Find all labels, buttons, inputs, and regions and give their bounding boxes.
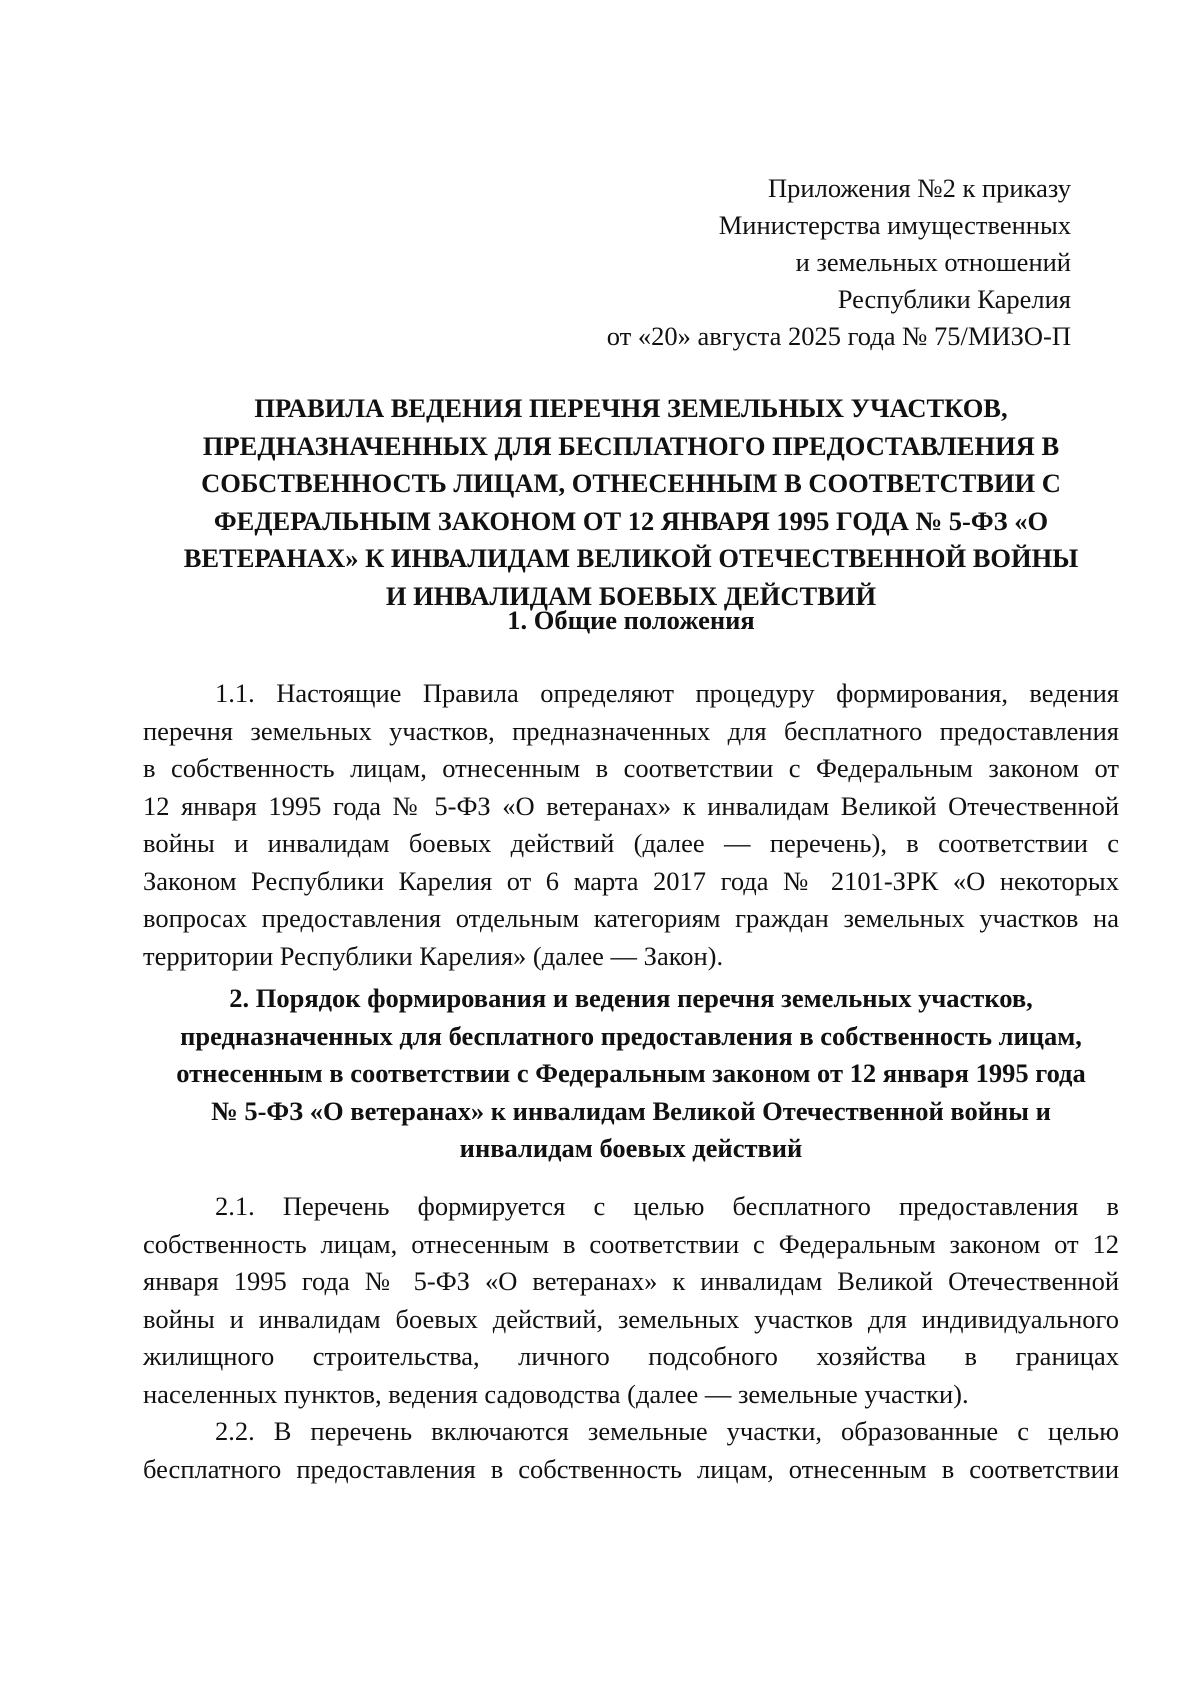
paragraph-line: населенных пунктов, ведения садоводства (далее — земельные участки).	[143, 1378, 969, 1409]
paragraph-line: 1.1. Настоящие Правила определяют процедуру формирования, ведения	[215, 678, 1119, 708]
title-line: ВЕТЕРАНАХ» К ИНВАЛИДАМ ВЕЛИКОЙ ОТЕЧЕСТВЕННОЙ ВОЙНЫ	[183, 543, 1079, 573]
paragraph-line: в собственность лицам, отнесенным в соответствии с Федеральным законом от	[143, 753, 1119, 783]
paragraph-line: 12 января 1995 года № 5-ФЗ «О ветеранах» к инвалидам Великой Отечественной	[143, 790, 1119, 821]
title-line: И ИНВАЛИДАМ БОЕВЫХ ДЕЙСТВИЙ	[385, 580, 877, 611]
paragraph-line: войны и инвалидам боевых действий (далее — перечень), в соответствии с	[143, 828, 1119, 858]
section-heading-line: отнесенным в соответствии с Федеральным законом от 12 января 1995 года	[176, 1058, 1086, 1088]
annex-line: Приложения №2 к приказу	[768, 173, 1071, 203]
annex-line: Министерства имущественных	[718, 210, 1071, 240]
paragraph-line: вопросах предоставления отдельным категориям граждан земельных участков на	[143, 903, 1119, 933]
section-2-heading	[143, 980, 1119, 1168]
paragraph-line: бесплатного предоставления в собственность лицам, отнесенным в соответствии	[143, 1453, 1119, 1484]
title-line: СОБСТВЕННОСТЬ ЛИЦАМ, ОТНЕСЕННЫМ В СООТВЕТСТВИИ С	[201, 468, 1061, 498]
section-heading-line: инвалидам боевых действий	[459, 1133, 803, 1163]
paragraph-2-1	[143, 1188, 1119, 1413]
paragraph-2-2	[143, 1413, 1119, 1488]
paragraph-line: 2.1. Перечень формируется с целью бесплатного предоставления в	[215, 1191, 1119, 1221]
section-heading-line: № 5-ФЗ «О ветеранах» к инвалидам Великой Отечественной войны и	[211, 1095, 1051, 1126]
paragraph-line: Законом Республики Карелия от 6 марта 2017 года № 2101-ЗРК «О некоторых	[143, 865, 1119, 896]
annex-line: Республики Карелия	[837, 284, 1071, 314]
paragraph-line: собственность лицам, отнесенным в соответствии с Федеральным законом от 12	[143, 1228, 1119, 1259]
section-heading-line: 1. Общие положения	[507, 605, 755, 635]
paragraph-line: января 1995 года № 5-ФЗ «О ветеранах» к инвалидам Великой Отечественной	[143, 1266, 1119, 1296]
annex-line: от «20» августа 2025 года № 75/МИЗО-П	[606, 321, 1071, 351]
annex-header	[607, 170, 1071, 355]
section-heading-line: предназначенных для бесплатного предоставления в собственность лицам,	[180, 1020, 1082, 1051]
paragraph-line: территории Республики Карелия» (далее — Закон).	[143, 940, 724, 971]
document-title	[143, 390, 1119, 615]
paragraph-line: жилищного строительства, личного подсобного хозяйства в границах	[143, 1341, 1119, 1371]
paragraph-line: 2.2. В перечень включаются земельные участки, образованные с целью	[215, 1416, 1119, 1446]
section-1-heading	[143, 602, 1119, 640]
paragraph-line: войны и инвалидам боевых действий, земельных участков для индивидуального	[143, 1303, 1119, 1334]
title-line: ПРАВИЛА ВЕДЕНИЯ ПЕРЕЧНЯ ЗЕМЕЛЬНЫХ УЧАСТКОВ,	[254, 393, 1008, 423]
section-heading-line: 2. Порядок формирования и ведения перечня земельных участков,	[229, 983, 1033, 1013]
annex-line: и земельных отношений	[795, 247, 1071, 277]
paragraph-1-1	[143, 675, 1119, 975]
title-line: ПРЕДНАЗНАЧЕННЫХ ДЛЯ БЕСПЛАТНОГО ПРЕДОСТАВЛЕНИЯ В	[202, 430, 1060, 461]
title-line: ФЕДЕРАЛЬНЫМ ЗАКОНОМ ОТ 12 ЯНВАРЯ 1995 ГОДА № 5-ФЗ «О	[213, 505, 1049, 536]
paragraph-line: перечня земельных участков, предназначенных для бесплатного предоставления	[143, 715, 1119, 746]
